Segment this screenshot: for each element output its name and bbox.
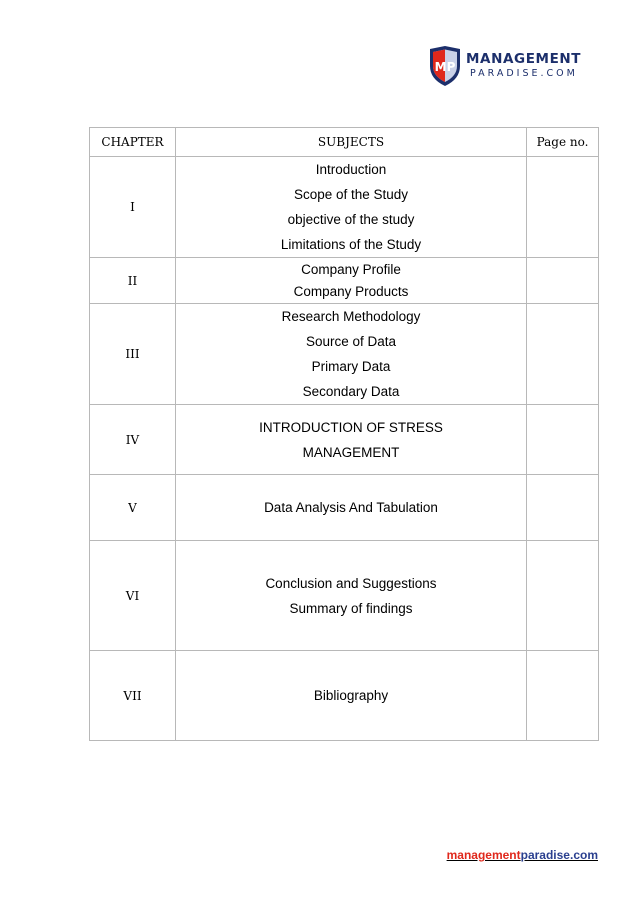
chapter-subjects (176, 304, 527, 405)
subject-item: Company Products (293, 283, 409, 299)
chapter-subjects (176, 405, 527, 475)
logo-wordmark-top: MANAGEMENT (466, 51, 582, 67)
chapter-subjects (176, 475, 527, 541)
chapter-subjects (176, 541, 527, 651)
chapter-subjects (176, 651, 527, 741)
chapter-number: III (90, 304, 176, 405)
chapter-number: I (90, 157, 176, 258)
subject-item: Secondary Data (302, 384, 400, 399)
table-row (90, 651, 599, 741)
footer-link-part1: management (446, 848, 521, 862)
chapter-number: II (90, 258, 176, 304)
table-row (90, 304, 599, 405)
table-of-contents (89, 127, 599, 741)
subject-item: Bibliography (313, 688, 389, 703)
subject-item: Source of Data (305, 334, 397, 349)
footer-link-part2: paradise.com (520, 848, 598, 862)
subject-item: Company Profile (301, 261, 401, 277)
page-number (527, 258, 599, 304)
page-number (527, 157, 599, 258)
footer-site-link[interactable] (447, 848, 598, 862)
subject-item: Conclusion and Suggestions (265, 575, 437, 591)
chapter-number: VI (90, 541, 176, 651)
subject-item: Research Methodology (281, 309, 421, 324)
table-row (90, 541, 599, 651)
subject-item: Limitations of the Study (280, 237, 422, 252)
page-number (527, 405, 599, 475)
management-paradise-logo (428, 46, 598, 92)
logo-wordmark-bottom: PARADISE.COM (470, 68, 578, 79)
header-page-no: Page no. (527, 128, 599, 157)
logo-badge-text: MP (434, 60, 456, 74)
subject-item: Primary Data (311, 359, 391, 374)
subject-item: Summary of findings (289, 600, 413, 616)
shield-logo-icon (428, 46, 462, 86)
page-number (527, 475, 599, 541)
subject-item: Introduction (315, 162, 387, 177)
header-subjects: SUBJECTS (176, 128, 527, 157)
table-row (90, 258, 599, 304)
subject-item: INTRODUCTION OF STRESS (259, 419, 443, 435)
header-chapter: CHAPTER (90, 128, 176, 157)
table-row (90, 405, 599, 475)
subject-item: objective of the study (287, 212, 415, 227)
table-row (90, 475, 599, 541)
chapter-subjects (176, 258, 527, 304)
page-number (527, 541, 599, 651)
page-number (527, 304, 599, 405)
chapter-number: VII (90, 651, 176, 741)
chapter-number: V (90, 475, 176, 541)
subject-item: Data Analysis And Tabulation (264, 500, 438, 515)
subject-item: MANAGEMENT (302, 444, 400, 460)
table-row (90, 157, 599, 258)
chapter-subjects (176, 157, 527, 258)
chapter-number: IV (90, 405, 176, 475)
page-number (527, 651, 599, 741)
table-header-row (90, 128, 599, 157)
subject-item: Scope of the Study (293, 187, 409, 202)
